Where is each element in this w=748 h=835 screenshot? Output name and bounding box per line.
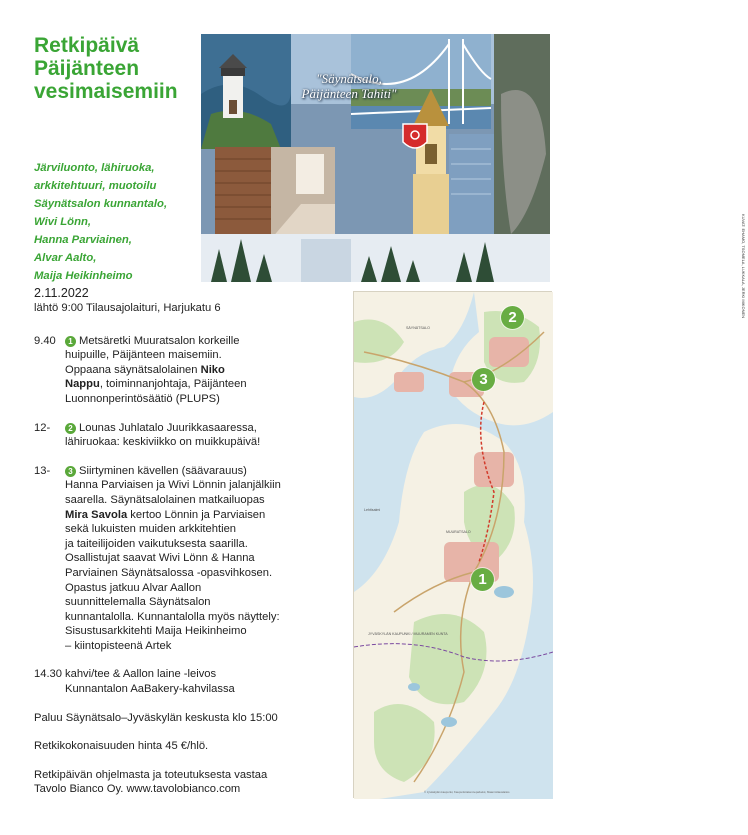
item-time: 14.30 [34, 668, 62, 681]
topic-item: Järviluonto, lähiruoka, [34, 162, 155, 174]
title-line-2: Päijänteen [34, 57, 140, 80]
event-date: 2.11.2022 [34, 286, 89, 300]
map-label-border: JYVÄSKYLÄN KAUPUNKI / MUURAMEN KUNTA [368, 632, 448, 636]
topic-item: Maija Heikinheimo [34, 270, 133, 282]
price-info: Retkikokonaisuuden hinta 45 €/hlö. [34, 740, 209, 753]
number-badge-icon: 3 [65, 466, 76, 477]
number-badge-icon: 2 [65, 423, 76, 434]
program-item-2: 12- 2 Lounas Juhlatalo Juurikkasaaressa, lähiruokaa: keskiviikko on muikkupäivä! [34, 421, 261, 449]
organizer-website: Tavolo Bianco Oy. www.tavolobianco.com [34, 783, 241, 796]
item-time: 13- [34, 464, 51, 477]
guide-name: Niko [200, 363, 225, 376]
route-marker-1: 1 [471, 568, 494, 591]
program [34, 286, 354, 797]
map-copyright: © Jyväskylän kaupunki, Kaupunkirakennepalvelut, Maanmittauslaitos [424, 790, 510, 794]
return-info: Paluu Säynätsalo–Jyväskylän keskusta klo 15:00 [34, 711, 278, 724]
map-label-muuratsalo: MUURATSALO [446, 530, 471, 534]
topic-item: Säynätsalon kunnantalo, [34, 198, 168, 210]
topic-item: Hanna Parviainen, [34, 234, 132, 246]
program-item-4: 14.30 kahvi/tee & Aallon laine -leivos Kunnantalon AaBakery-kahvilassa [34, 668, 235, 696]
route-map [353, 291, 552, 798]
route-marker-3: 3 [472, 368, 495, 391]
title-line-3: vesimaisemiin [34, 80, 178, 103]
collage-slogan: "Säynätsalo, Päijänteen Tahiti" [301, 71, 397, 101]
map-illustration [354, 292, 553, 799]
organizer-info: Retkipäivän ohjelmasta ja toteutuksesta vastaa Tavolo Bianco Oy. www.tavolobianco.com [34, 768, 354, 797]
guide-name: Mira Savola [65, 508, 128, 521]
item-time: 9.40 [34, 334, 56, 347]
coat-of-arms-icon [403, 124, 427, 148]
number-badge-icon: 1 [65, 336, 76, 347]
route-marker-2: 2 [501, 306, 524, 329]
map-label-lehtisalmi: Lehtisalmi [364, 508, 381, 512]
item-time: 12- [34, 421, 51, 434]
guide-surname: Nappu [65, 378, 100, 391]
topic-item: Alvar Aalto, [34, 252, 97, 264]
photo-credit: KUVAT: EHAMO, TSOMELA, LUKKALA, JERKI MIKONEN [741, 214, 746, 319]
page-title [34, 34, 204, 103]
topics-list [34, 159, 204, 285]
topic-item: Wivi Lönn, [34, 216, 92, 228]
map-label-saynatsalo: SÄYNÄTSALO [406, 326, 430, 330]
departure-info: lähtö 9:00 Tilausajolaituri, Harjukatu 6 [34, 302, 221, 314]
title-line-1: Retkipäivä [34, 34, 140, 57]
topic-item: arkkitehtuuri, muotoilu [34, 180, 157, 192]
program-item-3: 13- 3 Siirtyminen kävellen (säävarauus) Hanna Parviaisen ja Wivi Lönnin jalanjälkiin saarella. Säynätsalolainen matkailuopas Mira Savola kertoo Lönnin ja Parviaisen sekä lukuisten muiden arkkitehtien ja taiteilijoiden vaikutuksesta saarilla. Osallistujat saavat Wivi Lönn & Hanna Parviainen Säynätsalossa -opasvihkosen. Opastus jatkuu Alvar Aallon suunnittelemalla Säynätsalon kunnantalolla. Kunnantalolla myös näyttely: Sisustusarkkitehti Maija Heikinheimo – kiintopisteenä Artek [34, 464, 281, 652]
program-item-1: 9.40 1 Metsäretki Muuratsalon korkeille huipuille, Päijänteen maisemiin. Oppaana säynätsalolainen Niko Nappu, toiminnanjohtaja, Päijänteen Luonnonperintösäätiö (PLUPS) [34, 334, 247, 405]
